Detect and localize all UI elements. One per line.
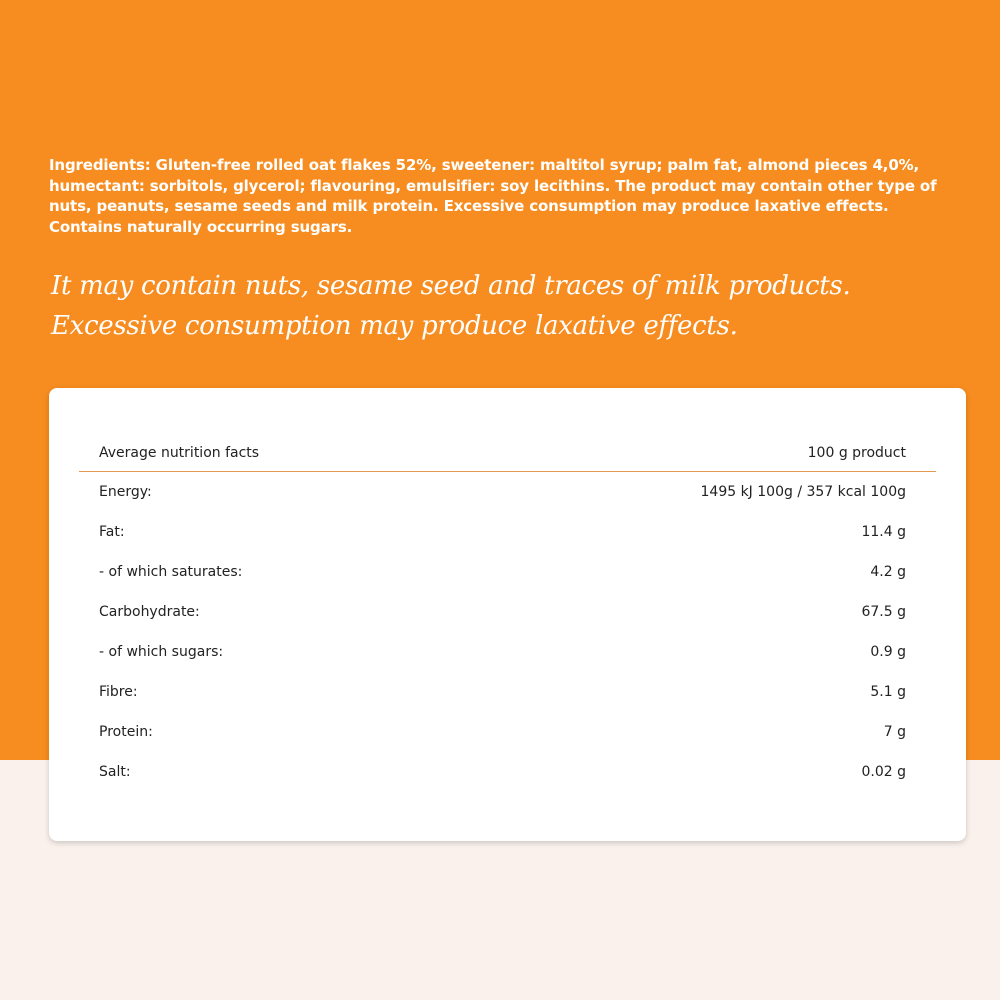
nutrition-card bbox=[49, 388, 966, 841]
nutrition-header-value: 100 g product bbox=[807, 445, 906, 461]
nutrition-value: 0.9 g bbox=[870, 644, 906, 660]
nutrition-row-energy bbox=[79, 472, 936, 512]
nutrition-header-row bbox=[79, 432, 936, 472]
nutrition-value: 67.5 g bbox=[861, 604, 906, 620]
nutrition-value: 4.2 g bbox=[870, 564, 906, 580]
nutrition-label: Carbohydrate: bbox=[99, 604, 200, 620]
allergen-warning: It may contain nuts, sesame seed and traces of milk products. Excessive consumption may produce laxative effects. bbox=[51, 271, 851, 341]
nutrition-label: Energy: bbox=[99, 484, 152, 500]
ingredients-text: Ingredients: Gluten-free rolled oat flakes 52%, sweetener: maltitol syrup; palm fat, almond pieces 4,0%, humectant: sorbitols, glycerol; flavouring, emulsifier: soy lecithins. The product may contain other type of nuts, peanuts, sesame seeds and milk protein. Excessive consumption may produce laxative effects. Contains naturally occurring sugars. bbox=[49, 156, 937, 236]
nutrition-row-fibre bbox=[79, 672, 936, 712]
nutrition-value: 11.4 g bbox=[861, 524, 906, 540]
nutrition-row-saturates bbox=[79, 552, 936, 592]
nutrition-row-carbohydrate bbox=[79, 592, 936, 632]
nutrition-label: Salt: bbox=[99, 764, 131, 780]
nutrition-row-sugars bbox=[79, 632, 936, 672]
nutrition-label: Fibre: bbox=[99, 684, 138, 700]
nutrition-table bbox=[79, 432, 936, 792]
nutrition-row-salt bbox=[79, 752, 936, 792]
nutrition-value: 0.02 g bbox=[861, 764, 906, 780]
nutrition-value: 7 g bbox=[883, 724, 906, 740]
nutrition-value: 1495 kJ 100g / 357 kcal 100g bbox=[700, 484, 906, 500]
nutrition-label: Fat: bbox=[99, 524, 125, 540]
nutrition-label: - of which sugars: bbox=[99, 644, 224, 660]
nutrition-value: 5.1 g bbox=[870, 684, 906, 700]
nutrition-header-label: Average nutrition facts bbox=[99, 445, 260, 461]
nutrition-row-protein bbox=[79, 712, 936, 752]
nutrition-label: Protein: bbox=[99, 724, 153, 740]
nutrition-row-fat bbox=[79, 512, 936, 552]
nutrition-label: - of which saturates: bbox=[99, 564, 243, 580]
